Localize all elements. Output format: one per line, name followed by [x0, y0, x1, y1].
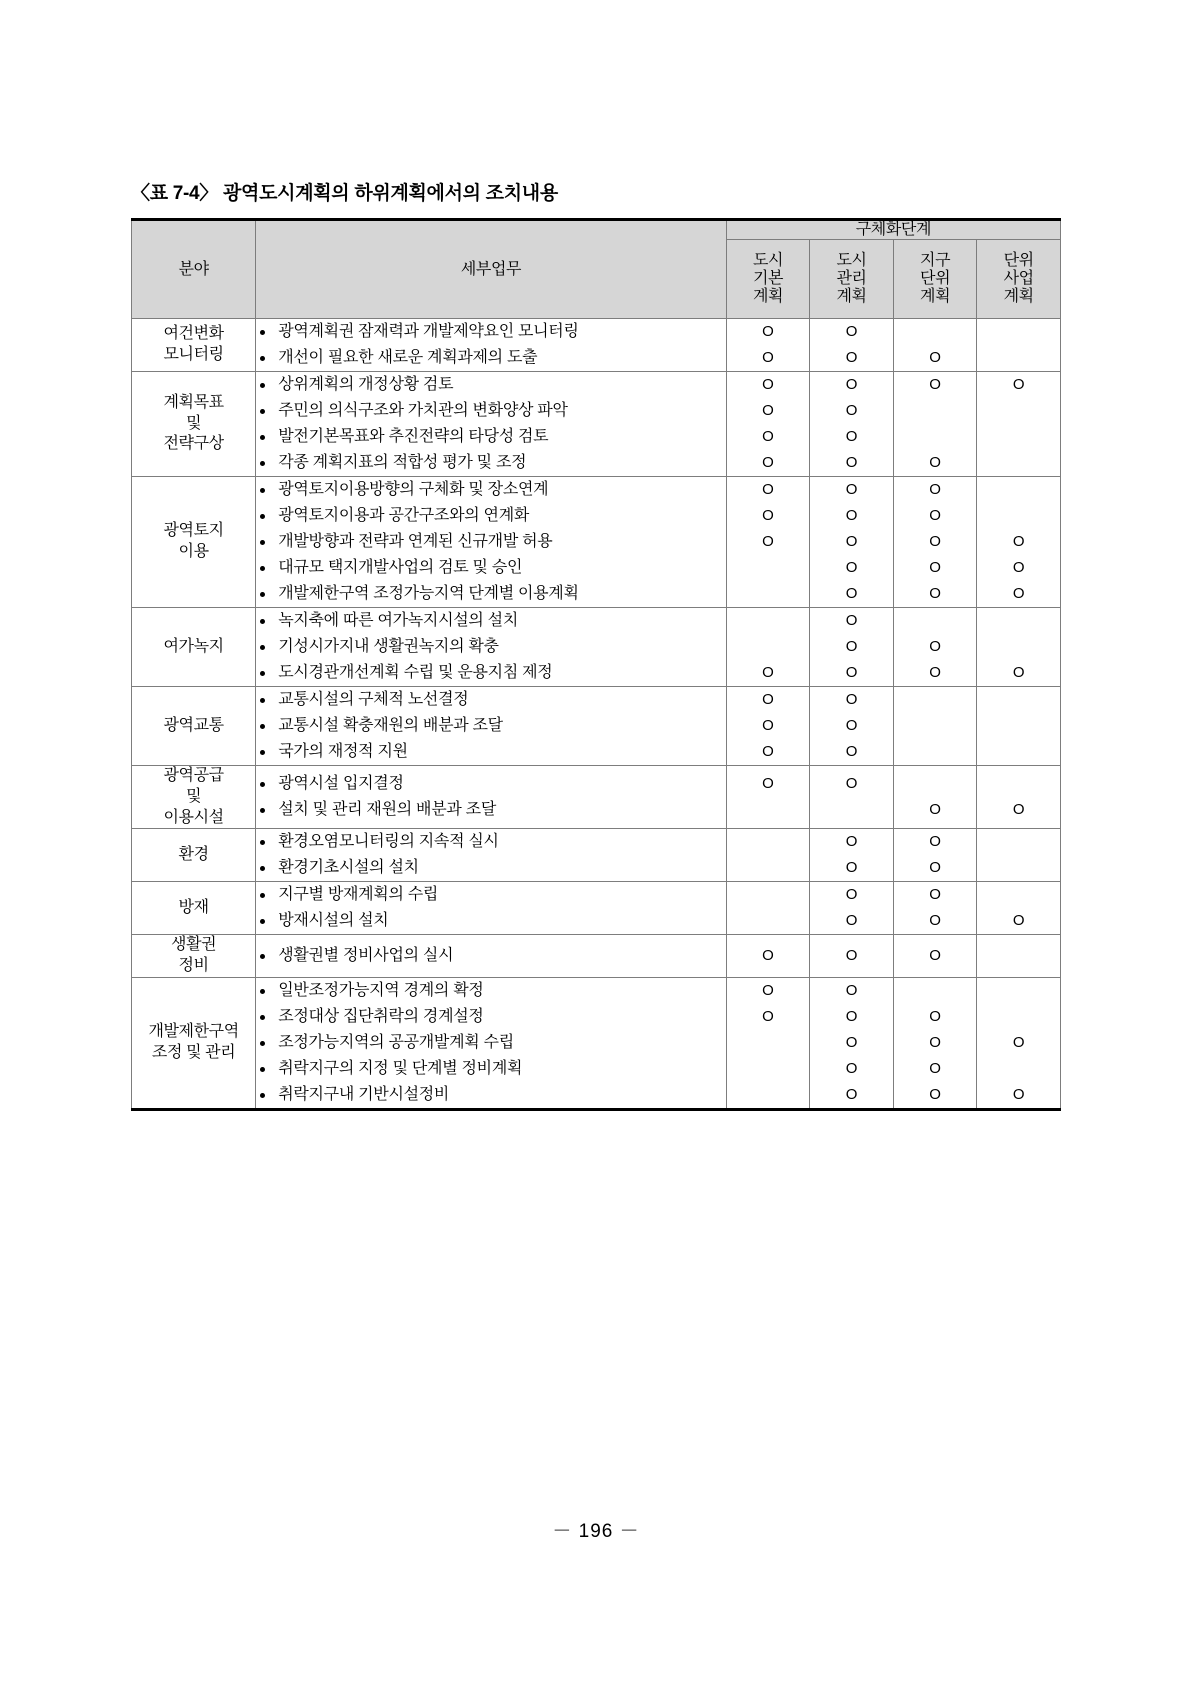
task-bullets	[256, 687, 726, 765]
mark-cell: O	[762, 690, 774, 708]
mark-cell	[977, 943, 1060, 969]
mark-cell	[977, 608, 1060, 634]
mark-cell	[977, 855, 1060, 881]
measures-table	[131, 218, 1061, 1111]
row-field-label	[132, 829, 256, 882]
task-item: 조정대상 집단취락의 경계설정	[256, 1004, 726, 1030]
mark-cell	[727, 1056, 810, 1082]
mark-cell: O	[845, 532, 858, 550]
mark-cell	[977, 450, 1060, 476]
stage-line: 계획	[752, 287, 784, 305]
task-item: 광역시설 입지결정	[256, 771, 726, 797]
mark-cell: O	[845, 480, 858, 498]
mark-unit-project	[977, 829, 1061, 882]
task-item: 상위계획의 개정상황 검토	[256, 372, 726, 398]
task-bullets	[256, 978, 726, 1108]
table-caption: 〈표 7-4〉 광역도시계획의 하위계획에서의 조치내용	[131, 183, 558, 204]
mark-unit-project	[977, 882, 1061, 935]
row-task-list	[256, 977, 727, 1109]
mark-cell: O	[929, 833, 941, 851]
mark-cell: O	[845, 637, 858, 655]
field-line: 및	[186, 787, 202, 805]
field-line: 광역교통	[163, 716, 224, 734]
mark-cell	[894, 424, 977, 450]
mark-cell: O	[845, 453, 858, 471]
row-task-list	[256, 476, 727, 607]
mark-cell: O	[1012, 912, 1025, 930]
mark-unit-project	[977, 371, 1061, 476]
mark-cell: O	[845, 1085, 858, 1103]
mark-cell: O	[845, 886, 858, 904]
mark-city-master	[726, 686, 810, 765]
mark-cell: O	[762, 663, 774, 681]
mark-cell	[977, 739, 1060, 765]
task-bullets	[256, 372, 726, 476]
mark-cell	[977, 978, 1060, 1004]
mark-city-master	[726, 476, 810, 607]
field-line: 환경	[178, 845, 209, 863]
row-field-label	[132, 765, 256, 828]
mark-unit-project	[977, 686, 1061, 765]
mark-cell: O	[1012, 558, 1025, 576]
task-item: 광역토지이용과 공간구조와의 연계화	[256, 503, 726, 529]
mark-city-master	[726, 607, 810, 686]
mark-cell: O	[845, 1007, 858, 1025]
mark-city-management	[810, 765, 894, 828]
page-number: － 196 －	[552, 1521, 640, 1542]
task-item: 각종 계획지표의 적합성 평가 및 조정	[256, 450, 726, 476]
mark-cell: O	[762, 742, 774, 760]
mark-cell: O	[762, 322, 774, 340]
task-item: 조정가능지역의 공공개발계획 수립	[256, 1030, 726, 1056]
header-field: 분야	[132, 220, 256, 319]
mark-unit-project	[977, 607, 1061, 686]
mark-city-management	[810, 686, 894, 765]
mark-cell: O	[762, 480, 774, 498]
mark-cell	[894, 398, 977, 424]
mark-cell: O	[929, 1085, 941, 1103]
mark-cell: O	[929, 453, 941, 471]
mark-cell: O	[845, 1033, 858, 1051]
row-field-label	[132, 935, 256, 978]
mark-cell	[727, 634, 810, 660]
mark-cell: O	[929, 947, 941, 965]
mark-city-master	[726, 935, 810, 978]
field-line: 및	[186, 414, 202, 432]
mark-cell	[727, 882, 810, 908]
mark-cell: O	[762, 348, 774, 366]
task-item: 환경기초시설의 설치	[256, 855, 726, 881]
table-row	[132, 765, 1061, 828]
stage-line: 단위	[920, 269, 951, 287]
mark-cell: O	[929, 480, 941, 498]
mark-cell: O	[762, 375, 774, 393]
mark-unit-project	[977, 318, 1061, 371]
mark-cell: O	[845, 663, 858, 681]
field-line: 조정 및 관리	[151, 1043, 236, 1061]
mark-cell: O	[762, 427, 774, 445]
stage-line: 단위	[1003, 252, 1034, 270]
table-row	[132, 977, 1061, 1109]
mark-cell: O	[929, 584, 941, 602]
field-line: 여건변화	[163, 325, 224, 343]
mark-cell	[977, 345, 1060, 371]
mark-district-unit	[893, 607, 977, 686]
mark-cell: O	[845, 322, 858, 340]
row-task-list	[256, 935, 727, 978]
stage-line: 계획	[836, 287, 867, 305]
table-row	[132, 371, 1061, 476]
table-row	[132, 935, 1061, 978]
mark-cell	[894, 771, 977, 797]
mark-cell: O	[845, 690, 858, 708]
mark-cell	[894, 713, 977, 739]
table-body	[132, 318, 1061, 1109]
mark-cell: O	[762, 716, 774, 734]
mark-cell: O	[845, 1059, 858, 1077]
field-line: 이용시설	[163, 808, 224, 826]
mark-cell: O	[1012, 1033, 1025, 1051]
mark-city-master	[726, 371, 810, 476]
stage-line: 도시	[836, 252, 867, 270]
mark-cell: O	[1012, 532, 1025, 550]
mark-cell: O	[845, 859, 858, 877]
task-item: 녹지축에 따른 여가녹지시설의 설치	[256, 608, 726, 634]
mark-cell	[977, 634, 1060, 660]
mark-cell: O	[762, 453, 774, 471]
task-bullets	[256, 882, 726, 934]
mark-cell	[727, 1030, 810, 1056]
mark-cell: O	[929, 558, 941, 576]
field-line: 광역공급	[163, 766, 224, 784]
field-line: 이용	[178, 542, 209, 560]
task-item: 기성시가지내 생활권녹지의 확충	[256, 634, 726, 660]
mark-cell	[727, 581, 810, 607]
mark-city-master	[726, 829, 810, 882]
mark-district-unit	[893, 765, 977, 828]
task-item: 일반조정가능지역 경계의 확정	[256, 978, 726, 1004]
mark-city-management	[810, 371, 894, 476]
mark-cell: O	[929, 375, 941, 393]
mark-cell	[977, 398, 1060, 424]
mark-city-master	[726, 882, 810, 935]
task-bullets	[256, 943, 726, 969]
mark-city-management	[810, 318, 894, 371]
mark-cell: O	[929, 859, 941, 877]
field-line: 모니터링	[163, 345, 224, 363]
field-line: 전략구상	[163, 435, 224, 453]
mark-cell: O	[929, 801, 941, 819]
table-row	[132, 318, 1061, 371]
mark-city-management	[810, 935, 894, 978]
table-row	[132, 829, 1061, 882]
header-stage-district-unit	[893, 239, 977, 318]
row-task-list	[256, 686, 727, 765]
header-task: 세부업무	[256, 220, 727, 319]
mark-cell: O	[762, 506, 774, 524]
mark-city-management	[810, 977, 894, 1109]
task-bullets	[256, 771, 726, 823]
row-field-label	[132, 607, 256, 686]
mark-cell	[977, 424, 1060, 450]
mark-cell: O	[762, 1007, 774, 1025]
row-task-list	[256, 829, 727, 882]
mark-cell	[977, 687, 1060, 713]
mark-city-management	[810, 882, 894, 935]
mark-unit-project	[977, 765, 1061, 828]
mark-cell	[977, 882, 1060, 908]
mark-cell: O	[845, 584, 858, 602]
mark-cell: O	[845, 506, 858, 524]
mark-cell: O	[845, 348, 858, 366]
mark-cell	[727, 1082, 810, 1108]
mark-cell: O	[929, 886, 941, 904]
row-task-list	[256, 371, 727, 476]
mark-cell	[894, 319, 977, 345]
row-field-label	[132, 882, 256, 935]
mark-district-unit	[893, 686, 977, 765]
task-item: 개발방향과 전략과 연계된 신규개발 허용	[256, 529, 726, 555]
mark-cell	[727, 797, 810, 823]
header-stage-unit-project	[977, 239, 1061, 318]
task-item: 취락지구내 기반시설정비	[256, 1082, 726, 1108]
mark-cell	[894, 608, 977, 634]
mark-city-master	[726, 977, 810, 1109]
mark-district-unit	[893, 318, 977, 371]
table-header	[132, 220, 1061, 319]
mark-cell	[894, 978, 977, 1004]
task-item: 개선이 필요한 새로운 계획과제의 도출	[256, 345, 726, 371]
stage-line: 계획	[920, 287, 951, 305]
mark-cell: O	[762, 532, 774, 550]
mark-unit-project	[977, 935, 1061, 978]
mark-cell: O	[762, 947, 774, 965]
mark-district-unit	[893, 882, 977, 935]
mark-cell: O	[845, 775, 858, 793]
mark-district-unit	[893, 476, 977, 607]
mark-cell: O	[845, 375, 858, 393]
mark-district-unit	[893, 977, 977, 1109]
mark-cell: O	[929, 1059, 941, 1077]
table-row	[132, 882, 1061, 935]
mark-cell: O	[845, 401, 858, 419]
mark-city-management	[810, 829, 894, 882]
task-bullets	[256, 829, 726, 881]
mark-cell: O	[845, 833, 858, 851]
mark-cell	[977, 1056, 1060, 1082]
mark-cell: O	[929, 637, 941, 655]
stage-line: 지구	[920, 252, 951, 270]
mark-cell	[977, 477, 1060, 503]
mark-district-unit	[893, 829, 977, 882]
mark-cell	[727, 908, 810, 934]
field-line: 개발제한구역	[148, 1023, 239, 1041]
mark-cell: O	[929, 1033, 941, 1051]
row-task-list	[256, 882, 727, 935]
row-field-label	[132, 476, 256, 607]
task-item: 도시경관개선계획 수립 및 운용지침 제정	[256, 660, 726, 686]
table-row	[132, 607, 1061, 686]
mark-cell	[977, 319, 1060, 345]
row-field-label	[132, 977, 256, 1109]
header-stage-city-master	[726, 239, 810, 318]
row-field-label	[132, 686, 256, 765]
mark-cell: O	[845, 558, 858, 576]
mark-cell	[977, 713, 1060, 739]
header-stage-group: 구체화단계	[726, 220, 1060, 240]
field-line: 생활권	[171, 936, 217, 954]
task-bullets	[256, 477, 726, 607]
mark-cell: O	[845, 716, 858, 734]
task-bullets	[256, 608, 726, 686]
mark-cell: O	[1012, 801, 1025, 819]
mark-cell: O	[845, 947, 858, 965]
mark-cell: O	[929, 1007, 941, 1025]
task-item: 지구별 방재계획의 수립	[256, 882, 726, 908]
row-field-label	[132, 318, 256, 371]
task-item: 취락지구의 지정 및 단계별 정비계획	[256, 1056, 726, 1082]
mark-cell: O	[845, 742, 858, 760]
mark-cell: O	[929, 532, 941, 550]
field-line: 정비	[178, 957, 209, 975]
mark-cell: O	[1012, 663, 1025, 681]
mark-unit-project	[977, 476, 1061, 607]
task-item: 국가의 재정적 지원	[256, 739, 726, 765]
mark-city-management	[810, 476, 894, 607]
mark-cell: O	[1012, 1085, 1025, 1103]
mark-cell	[727, 855, 810, 881]
task-item: 교통시설의 구체적 노선결정	[256, 687, 726, 713]
task-item: 환경오염모니터링의 지속적 실시	[256, 829, 726, 855]
mark-cell	[810, 797, 893, 823]
mark-city-master	[726, 765, 810, 828]
row-task-list	[256, 318, 727, 371]
mark-cell: O	[762, 401, 774, 419]
mark-cell: O	[845, 981, 858, 999]
task-item: 개발제한구역 조정가능지역 단계별 이용계획	[256, 581, 726, 607]
field-line: 여가녹지	[163, 637, 224, 655]
stage-line: 기본	[752, 269, 784, 287]
mark-cell	[727, 608, 810, 634]
mark-cell	[977, 771, 1060, 797]
task-bullets	[256, 319, 726, 371]
mark-cell: O	[762, 775, 774, 793]
task-item: 광역토지이용방향의 구체화 및 장소연계	[256, 477, 726, 503]
mark-city-master	[726, 318, 810, 371]
stage-line: 사업	[1003, 269, 1034, 287]
mark-cell	[894, 739, 977, 765]
row-task-list	[256, 765, 727, 828]
mark-cell: O	[845, 611, 858, 629]
table-row	[132, 476, 1061, 607]
row-field-label	[132, 371, 256, 476]
stage-line: 도시	[752, 252, 784, 270]
mark-district-unit	[893, 371, 977, 476]
mark-cell: O	[1012, 584, 1025, 602]
field-line: 광역토지	[163, 522, 224, 540]
mark-cell	[727, 555, 810, 581]
mark-city-management	[810, 607, 894, 686]
task-item: 방재시설의 설치	[256, 908, 726, 934]
field-line: 계획목표	[163, 393, 224, 411]
mark-cell: O	[929, 912, 941, 930]
mark-district-unit	[893, 935, 977, 978]
mark-cell: O	[762, 981, 774, 999]
mark-cell	[977, 1004, 1060, 1030]
mark-cell: O	[929, 348, 941, 366]
row-task-list	[256, 607, 727, 686]
mark-cell: O	[845, 427, 858, 445]
mark-cell: O	[929, 663, 941, 681]
mark-cell: O	[1012, 375, 1025, 393]
task-item: 발전기본목표와 추진전략의 타당성 검토	[256, 424, 726, 450]
table-row	[132, 686, 1061, 765]
stage-line: 계획	[1003, 287, 1034, 305]
stage-line: 관리	[836, 269, 867, 287]
header-stage-city-management	[810, 239, 894, 318]
mark-cell: O	[845, 912, 858, 930]
task-item: 생활권별 정비사업의 실시	[256, 943, 726, 969]
task-item: 설치 및 관리 재원의 배분과 조달	[256, 797, 726, 823]
mark-cell	[727, 829, 810, 855]
field-line: 방재	[178, 898, 209, 916]
task-item: 광역계획권 잠재력과 개발제약요인 모니터링	[256, 319, 726, 345]
task-item: 교통시설 확충재원의 배분과 조달	[256, 713, 726, 739]
task-item: 주민의 의식구조와 가치관의 변화양상 파악	[256, 398, 726, 424]
task-item: 대규모 택지개발사업의 검토 및 승인	[256, 555, 726, 581]
mark-cell: O	[929, 506, 941, 524]
mark-cell	[977, 503, 1060, 529]
mark-cell	[977, 829, 1060, 855]
mark-cell	[894, 687, 977, 713]
mark-unit-project	[977, 977, 1061, 1109]
